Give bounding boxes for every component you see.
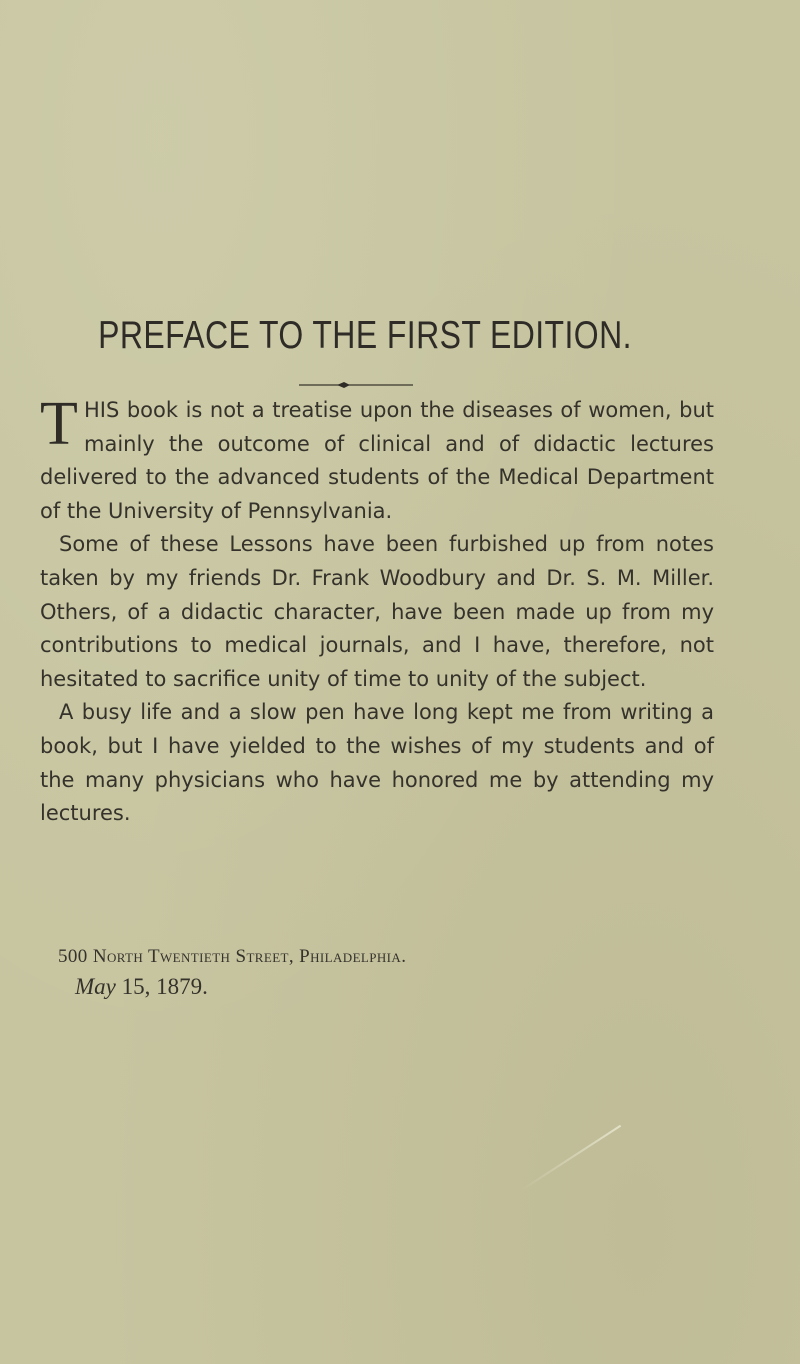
paragraph-first-text: HIS book is not a treatise upon the diseases of women, but mainly the outcome of clinical and of didactic lectures delivered to the advanced students of the Medical Department of the University of Pennsylvania.: [40, 398, 714, 523]
date-day-year: 15, 1879.: [115, 974, 208, 999]
paragraph-first: [40, 390, 714, 528]
rule-with-diamond-ornament-icon: [299, 381, 413, 389]
date-month: May: [75, 974, 116, 999]
page-title: PREFACE TO THE FIRST EDITION.: [98, 314, 632, 357]
preface-body: [40, 390, 714, 831]
signature-address: 500 North Twentieth Street, Philadelphia.: [58, 946, 407, 967]
paragraph-third: A busy life and a slow pen have long kept me from writing a book, but I have yielded to the wishes of my students and of the many physicians who have honored me by attending my lectures.: [40, 700, 714, 826]
drop-cap: T: [40, 390, 78, 458]
paper-crease: [519, 1125, 621, 1192]
paragraph-second: Some of these Lessons have been furbished up from notes taken by my friends Dr. Frank Woodbury and Dr. S. M. Miller. Others, of a didactic character, have been made up from my contributions to medical journals, and I have, therefore, not hesitated to sacrifice unity of time to unity of the subject.: [40, 532, 714, 691]
signature-date: [75, 974, 208, 1000]
